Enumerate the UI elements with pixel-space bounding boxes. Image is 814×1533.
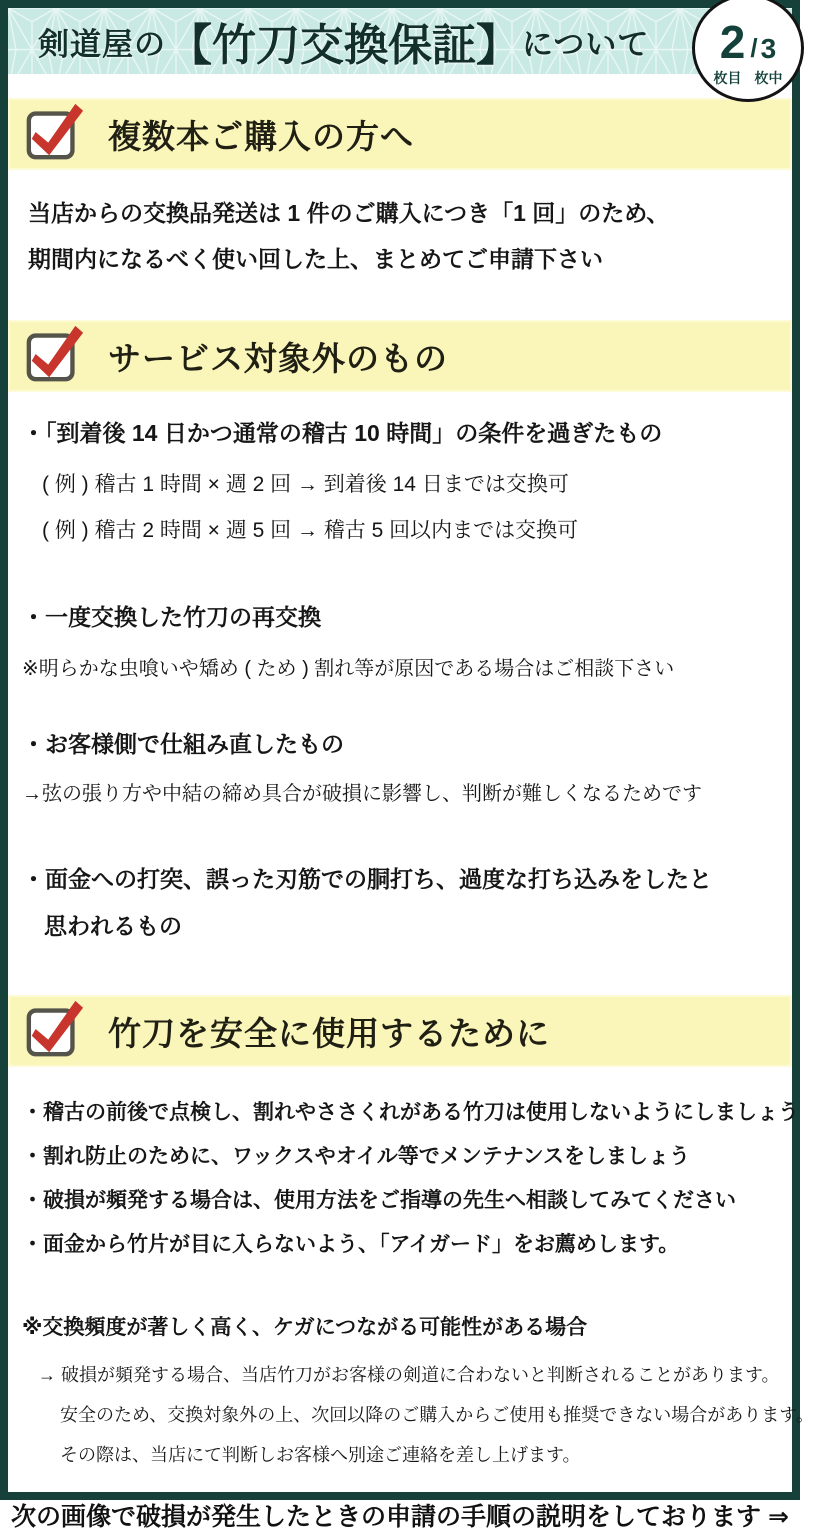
- page-indicator-badge: [692, 0, 804, 102]
- bullet-item-over-condition: ・「到着後 14 日かつ通常の稽古 10 時間」の条件を過ぎたもの: [22, 420, 663, 446]
- section-heading-out-of-service: サービス対象外のもの: [108, 339, 448, 377]
- note-re-exchange: ※明らかな虫喰いや矯め ( ため ) 割れ等が原因である場合はご相談下さい: [22, 658, 675, 680]
- safety-bullet-consult-teacher: ・破損が頻発する場合は、使用方法をご指導の先生へ相談してみてください: [22, 1189, 736, 1212]
- caution-line1: → 破損が頻発する場合、当店竹刀がお客様の剣道に合わないと判断されることがあります。: [38, 1365, 780, 1385]
- safety-bullet-maintenance: ・割れ防止のために、ワックスやオイル等でメンテナンスをしましょう: [22, 1145, 691, 1168]
- section-banner-safe-use: [8, 995, 792, 1067]
- section1-line1: 当店からの交換品発送は 1 件のご購入につき「1 回」のため、: [28, 200, 670, 226]
- example-lines: [42, 462, 792, 554]
- safety-bullet-eye-guard: ・面金から竹片が目に入らないよう、「アイガード」をお薦めします。: [22, 1233, 680, 1256]
- caution-line3: その際は、当店にて判断しお客様へ別途ご連絡を差し上げます。: [60, 1445, 581, 1465]
- section-heading-multiple-purchase: 複数本ご購入の方へ: [108, 117, 414, 155]
- bullet-item-reassembled: ・お客様側で仕組み直したもの: [22, 731, 344, 757]
- bullet-item-improper-strikes: [22, 856, 792, 950]
- note-reassembled: →弦の張り方や中結の締め具合が破損に影響し、判断が難しくなるためです: [22, 783, 702, 805]
- header-banner: [8, 8, 792, 86]
- bullet-improper-line1: ・面金への打突、誤った刃筋での胴打ち、過度な打ち込みをしたと: [22, 866, 712, 892]
- checkbox-icon: [24, 996, 86, 1062]
- page-current-number: 2: [719, 15, 746, 68]
- section1-body: [28, 190, 792, 282]
- page-title-prefix: 剣道屋の: [38, 26, 166, 62]
- caution-title: ※交換頻度が著しく高く、ケガにつながる可能性がある場合: [22, 1316, 588, 1339]
- page-current-unit: 枚目: [713, 69, 742, 86]
- page-total-number: 3: [760, 32, 777, 64]
- page-title-suffix: について: [522, 26, 650, 62]
- example-line-1: ( 例 ) 稽古 1 時間 × 週 2 回 → 到着後 14 日までは交換可: [42, 473, 569, 496]
- section-heading-safe-use: 竹刀を安全に使用するために: [108, 1014, 550, 1052]
- checkbox-icon: [24, 321, 86, 387]
- safety-bullet-list: [22, 1091, 799, 1267]
- page-number-separator: /: [750, 32, 758, 63]
- example-line-2: ( 例 ) 稽古 2 時間 × 週 5 回 → 稽古 5 回以内までは交換可: [42, 519, 579, 542]
- page-title: [8, 8, 792, 74]
- checkbox-icon: [24, 99, 86, 165]
- bullet-improper-line2: 思われるもの: [44, 913, 182, 939]
- page-indicator-numbers: [719, 15, 777, 68]
- caution-body: [38, 1355, 814, 1475]
- section-banner-multiple-purchase: [8, 98, 792, 170]
- page-title-emphasis: 【竹刀交換保証】: [168, 21, 520, 70]
- page-total-unit: 枚中: [754, 69, 783, 86]
- page-indicator-units: [714, 68, 783, 88]
- bullet-item-re-exchange: ・一度交換した竹刀の再交換: [22, 604, 321, 630]
- section1-line2: 期間内になるべく使い回した上、まとめてご申請下さい: [28, 246, 603, 272]
- caution-line2: 安全のため、交換対象外の上、次回以降のご購入からご使用も推奨できない場合があります。: [60, 1405, 814, 1425]
- section-banner-out-of-service: [8, 320, 792, 392]
- footer-next-image-note: 次の画像で破損が発生したときの申請の手順の説明をしております ⇒: [11, 1503, 789, 1531]
- safety-bullet-inspect: ・稽古の前後で点検し、割れやささくれがある竹刀は使用しないようにしましょう: [22, 1101, 799, 1124]
